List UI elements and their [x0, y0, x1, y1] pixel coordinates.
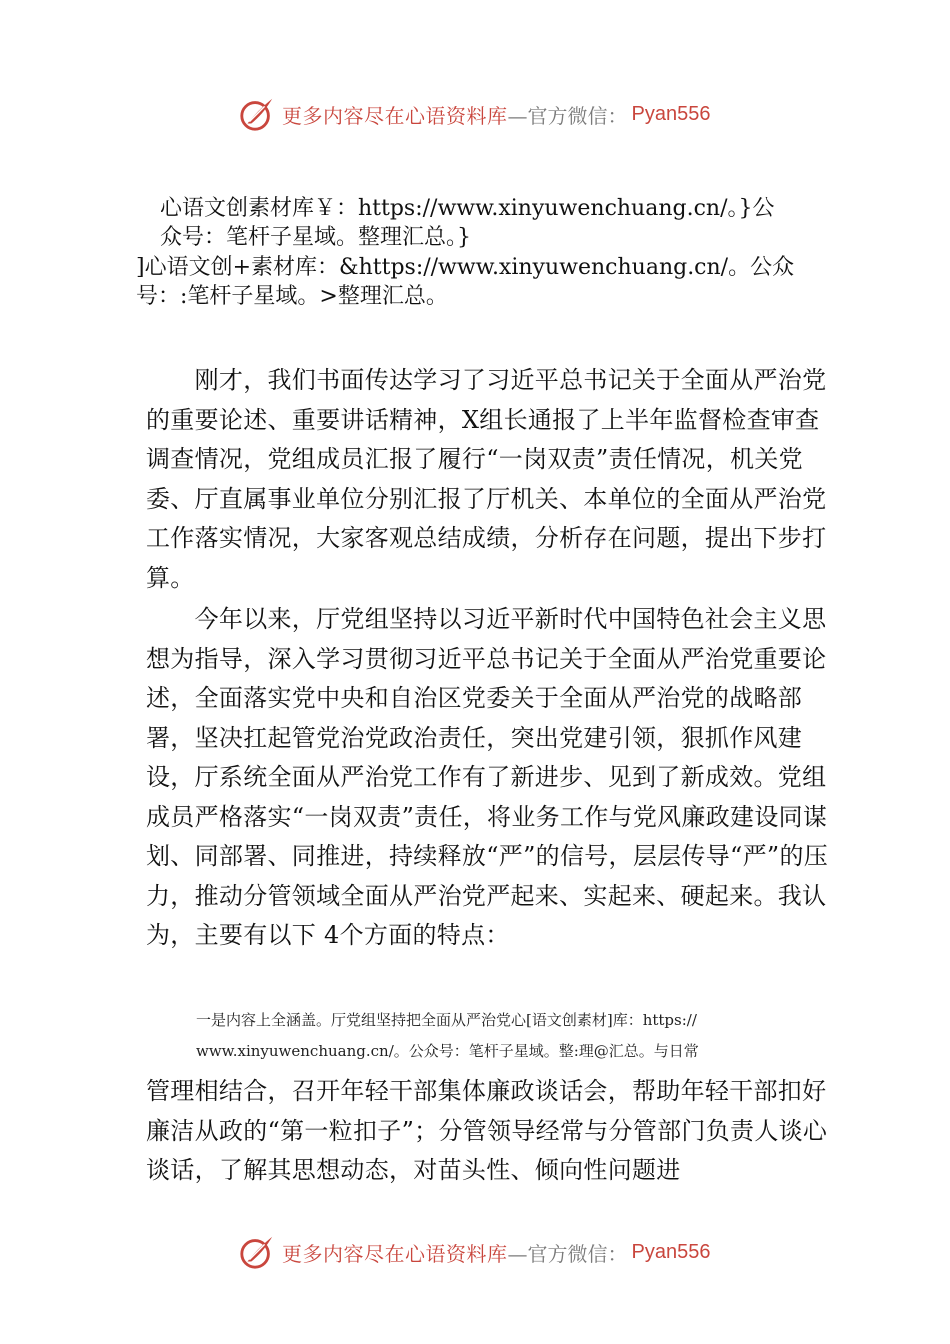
body-paragraph-1: 刚才，我们书面传达学习了习近平总书记关于全面从严治党的重要论述、重要讲话精神，X组长通报了上半年监督检查审查调查情况，党组成员汇报了履行“一岗双责”责任情况，机关党委、厅直属事业单位分别汇报了厅机关、本单位的全面从严治党工作落实情况，大家客观总结成绩，分析存在问题，提出下步打算。	[146, 366, 827, 592]
body-paragraph-3: 管理相结合，召开年轻干部集体廉政谈话会，帮助年轻干部扣好廉洁从政的“第一粒扣子”；分管领导经常与分管部门负责人谈心谈话，了解其思想动态，对苗头性、倾向性问题进	[146, 1077, 828, 1184]
banner-main-text: 更多内容尽在心语资料库	[282, 1241, 508, 1266]
small-text-line-1: 一是内容上全涵盖。厅党组坚持把全面从严治党心[语文创素材]库：https://	[196, 1011, 697, 1029]
watermark-line-4: 号：:笔杆子星域。>整理汇总。	[136, 284, 448, 309]
banner-wechat-id: Pyan556	[631, 102, 711, 125]
banner-sub-text: —官方微信：	[507, 103, 628, 128]
feather-logo-icon	[238, 1233, 276, 1271]
header-banner	[238, 94, 758, 134]
footer-banner	[238, 1232, 758, 1272]
small-text-line-2: www.xinyuwenchuang.cn/。公众号：笔杆子星域。整:理@汇总。与日常	[196, 1042, 699, 1060]
watermark-line-1: 心语文创素材库￥：https://www.xinyuwenchuang.cn/。}公	[160, 196, 775, 221]
banner-main-text: 更多内容尽在心语资料库	[282, 103, 508, 128]
watermark-line-3: ]心语文创+素材库：&https://www.xinyuwenchuang.cn/。公众	[136, 255, 795, 280]
body-paragraph-2: 今年以来，厅党组坚持以习近平新时代中国特色社会主义思想为指导，深入学习贯彻习近平总书记关于全面从严治党重要论述，全面落实党中央和自治区党委关于全面从严治党的战略部署，坚决扛起管党治党政治责任，突出党建引领，狠抓作风建设，厅系统全面从严治党工作有了新进步、见到了新成效。党组成员严格落实“一岗双责”责任，将业务工作与党风廉政建设同谋划、同部署、同推进，持续释放“严”的信号，层层传导“严”的压力，推动分管领域全面从严治党严起来、实起来、硬起来。我认为，主要有以下 4个方面的特点：	[146, 605, 829, 949]
banner-wechat-id: Pyan556	[631, 1240, 711, 1263]
banner-sub-text: —官方微信：	[507, 1241, 628, 1266]
watermark-line-2: 众号：笔杆子星域。整理汇总。}	[160, 225, 471, 250]
feather-logo-icon	[238, 95, 276, 133]
